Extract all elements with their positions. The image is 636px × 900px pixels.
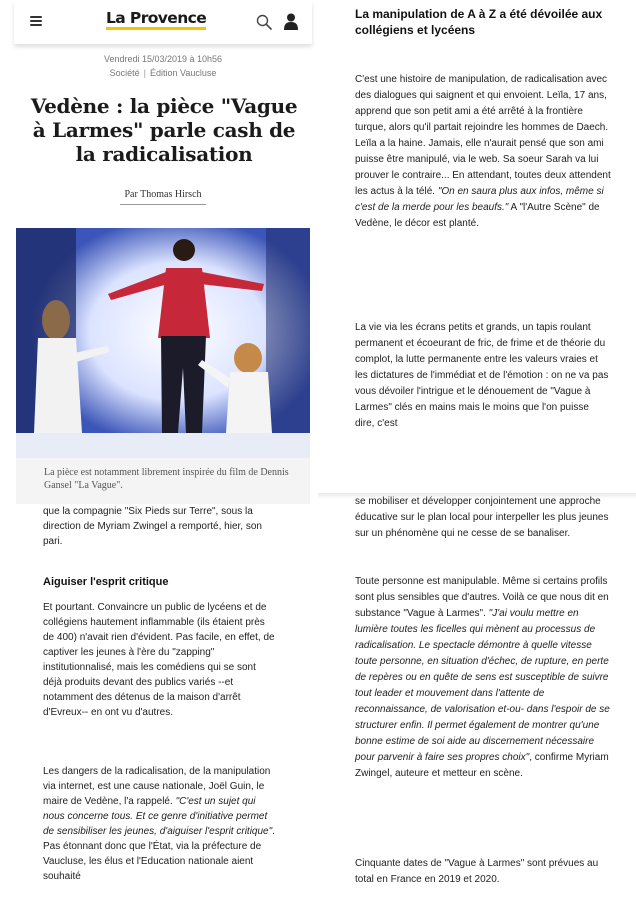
- paragraph-text: . Pas étonnant donc que l'État, via la préfecture de Vaucluse, les élus et l'Education nationale aient souhaité: [43, 826, 275, 882]
- photo-caption: La pièce est notamment librement inspirée du film de Dennis Gansel "La Vague".: [16, 458, 310, 504]
- section-heading: La manipulation de A à Z a été dévoilée aux collégiens et lycéens: [355, 7, 603, 37]
- paragraph-text: C'est une histoire de manipulation, de radicalisation avec des dialogues qui saignent et qui envoient. Leïla, 17 ans, apprend que son petit ami a été arrêté à la frontière turque, alors qu'il partait rejoindre les hommes de Daech. Leïla a la haine. Jamais, elle n'aurait pensé que son ami puisse être manipulé, via le web. Sa soeur Sarah va lui prouver le contraire... En attendant, toutes deux attendent les actus à la télé.: [355, 74, 611, 197]
- hamburger-menu-icon[interactable]: [30, 16, 42, 26]
- article-paragraph: La vie via les écrans petits et grands, un tapis roulant permanent et écoeurant de fric, de frime et de théorie du complot, la lutte permanente entre les valeurs vraies et les dictatures de l'immédiat et de l'émotion : on ne va pas vous dévoiler l'intrigue et le dénouement de "Vague à Larmes" clés en mains mais le moins que l'on puisse dire, c'est: [355, 322, 609, 429]
- article-paragraph: Cinquante dates de "Vague à Larmes" sont prévues au total en France en 2019 et 2020.: [355, 858, 599, 885]
- site-logo[interactable]: La Provence: [106, 10, 206, 30]
- article-date: Vendredi 15/03/2019 à 10h56: [103, 54, 223, 64]
- section-subheading: Aiguiser l'esprit critique: [43, 576, 169, 588]
- stage-scene: [16, 228, 310, 458]
- article-paragraph: [43, 764, 275, 884]
- article-paragraph: que la compagnie "Six Pieds sur Terre", sous la direction de Myriam Zwingel a remporté, hier, son pari.: [43, 506, 262, 547]
- paragraph-text: Les dangers de la radicalisation, de la manipulation via internet, est une cause nationale, Joël Guin, le maire de Vedène, l'a rappelé.: [43, 766, 271, 807]
- article-byline[interactable]: Par Thomas Hirsch: [120, 189, 206, 205]
- category-link[interactable]: Société: [109, 68, 140, 78]
- paragraph-text: A "l'Autre Scène" de Vedène, le décor est planté.: [355, 202, 600, 229]
- paragraph-text: Toute personne est manipulable. Même si certains profils sont plus sensibles que d'autres. Voilà ce que nous dit en substance "Vague à Larmes".: [355, 576, 609, 619]
- director-quote: "J'ai voulu mettre en lumière toutes les ficelles qui mènent au processus de radicalisation. Le spectacle démontre à quelle vitesse toute personne, en situation d'échec, de rupture, en perte de repères ou en quête de sens est susceptible de suivre tout leader et mouvement dans l'attente de reconnaissance, de valorisation et-ou- dans l'espoir de se structurer enfin. Il permet également de montrer qu'une bonne estime de soi aide au discernement nécessaire pour parvenir à faire ses propres choix": [355, 608, 610, 763]
- site-header: [14, 0, 312, 44]
- paragraph-text: , confirme Myriam Zwingel, auteure et metteur en scène.: [355, 752, 609, 779]
- character-quote: "On en saura plus aux infos, même si c'est de la merde pour les beaufs.": [355, 186, 604, 213]
- right-column: [318, 0, 636, 900]
- edition-link[interactable]: Édition Vaucluse: [150, 68, 217, 78]
- article-paragraph: Et pourtant. Convaincre un public de lycéens et de collégiens hautement inflammable (ils étaient près de 400) n'avait rien d'évident. Pas facile, en effet, de captiver les jeunes à l'ère du "zapping" institutionnalisé, mais les comédiens qui se sont déjà produits devant des publics variés --et notamment des détenus de la maison d'arrêt d'Evreux-- en ont vu d'autres.: [43, 602, 275, 718]
- article-photo[interactable]: [16, 228, 310, 458]
- article-paragraph: se mobiliser et développer conjointement une approche éducative sur le plan local pour interpeller les plus jeunes sur un phénomène qui ne cesse de se banaliser.: [355, 496, 609, 539]
- article-headline: Vedène : la pièce "Vague à Larmes" parle cash de la radicalisation: [30, 94, 298, 166]
- article-paragraph: [355, 72, 611, 232]
- article-paragraph: [355, 574, 611, 782]
- search-icon[interactable]: [256, 14, 272, 30]
- user-icon[interactable]: [284, 13, 298, 30]
- mayor-quote: "C'est un sujet qui nous concerne tous. Et ce genre d'initiative permet de sensibiliser les jeunes, d'aiguiser l'esprit critique": [43, 796, 273, 837]
- article-category-line: Société | Édition Vaucluse: [109, 68, 217, 78]
